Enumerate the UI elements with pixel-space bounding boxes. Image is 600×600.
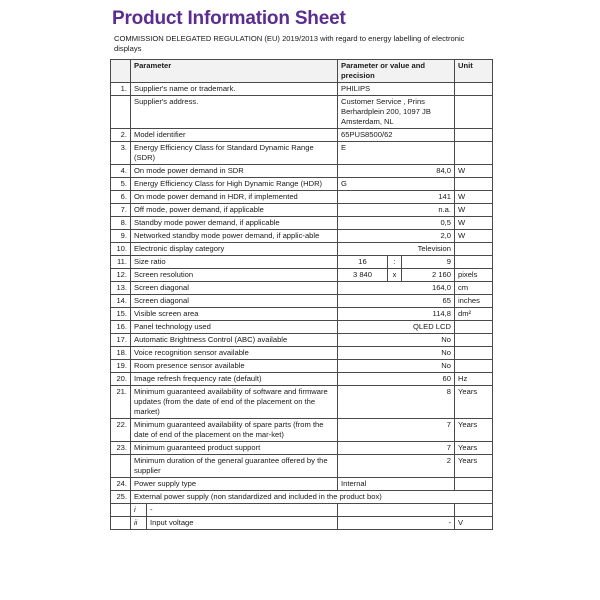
header-value: Parameter or value and precision: [338, 60, 455, 83]
table-row: [111, 256, 493, 269]
row-value: 164,0: [338, 282, 455, 295]
table-row: [111, 347, 493, 360]
sub-row-label: Input voltage: [150, 518, 194, 527]
row-parameter: Networked standby mode power demand, if applic-able: [131, 230, 338, 243]
value-separator: x: [388, 269, 402, 281]
row-value: Customer Service , Prins Berhardplein 200, 1097 JB Amsterdam, NL: [338, 96, 455, 129]
row-unit: [455, 321, 493, 334]
row-parameter: Energy Efficiency Class for Standard Dynamic Range (SDR): [131, 142, 338, 165]
row-unit: [455, 83, 493, 96]
row-value: [338, 269, 455, 282]
row-unit: Years: [455, 442, 493, 455]
row-number: [111, 517, 131, 530]
table-row: [111, 334, 493, 347]
table-row: [111, 83, 493, 96]
row-value: -: [338, 517, 455, 530]
row-parameter: Minimum guaranteed product support: [131, 442, 338, 455]
row-parameter: External power supply (non standardized and included in the product box): [131, 491, 493, 504]
row-parameter: Panel technology used: [131, 321, 338, 334]
row-number: [111, 96, 131, 129]
row-parameter: Screen resolution: [131, 269, 338, 282]
row-parameter: Automatic Brightness Control (ABC) available: [131, 334, 338, 347]
row-number: 4.: [111, 165, 131, 178]
row-number: 23.: [111, 442, 131, 455]
table-row: [111, 191, 493, 204]
row-number: [111, 504, 131, 517]
row-value: 7: [338, 419, 455, 442]
row-parameter: Minimum duration of the general guarantee offered by the supplier: [131, 455, 338, 478]
table-row: [111, 217, 493, 230]
row-value: 65: [338, 295, 455, 308]
table-row: [111, 269, 493, 282]
table-row: [111, 491, 493, 504]
table-row: [111, 243, 493, 256]
row-unit: [455, 360, 493, 373]
row-number: 13.: [111, 282, 131, 295]
row-parameter: Minimum guaranteed availability of spare parts (from the date of end of the placement on the mar-ket): [131, 419, 338, 442]
row-number: 19.: [111, 360, 131, 373]
row-number: 25.: [111, 491, 131, 504]
table-header-row: [111, 60, 493, 83]
row-value: E: [338, 142, 455, 165]
row-value: G: [338, 178, 455, 191]
row-parameter: Energy Efficiency Class for High Dynamic Range (HDR): [131, 178, 338, 191]
row-number: 18.: [111, 347, 131, 360]
value-separator: :: [388, 256, 402, 268]
product-information-sheet: [110, 8, 492, 530]
row-number: 5.: [111, 178, 131, 191]
row-number: 22.: [111, 419, 131, 442]
header-number: [111, 60, 131, 83]
row-value: 84,0: [338, 165, 455, 178]
row-unit: dm²: [455, 308, 493, 321]
row-value: 8: [338, 386, 455, 419]
table-row: [111, 373, 493, 386]
row-parameter: Power supply type: [131, 478, 338, 491]
table-row: [111, 165, 493, 178]
row-parameter: Screen diagonal: [131, 282, 338, 295]
row-number: 21.: [111, 386, 131, 419]
row-unit: W: [455, 191, 493, 204]
sub-row-key: ii: [131, 517, 147, 529]
row-number: 8.: [111, 217, 131, 230]
row-unit: [455, 334, 493, 347]
value-part-a: 3 840: [338, 269, 388, 281]
row-unit: [455, 256, 493, 269]
row-value: [338, 504, 455, 517]
table-row: [111, 282, 493, 295]
table-row: [111, 386, 493, 419]
row-value: No: [338, 334, 455, 347]
table-row: [111, 308, 493, 321]
row-value: 2,0: [338, 230, 455, 243]
row-value: PHILIPS: [338, 83, 455, 96]
row-unit: V: [455, 517, 493, 530]
row-value: 65PUS8500/62: [338, 129, 455, 142]
row-value: n.a.: [338, 204, 455, 217]
value-part-b: 2 160: [431, 270, 451, 279]
row-value: [338, 256, 455, 269]
row-parameter: Voice recognition sensor available: [131, 347, 338, 360]
row-number: 10.: [111, 243, 131, 256]
row-number: 20.: [111, 373, 131, 386]
row-number: 14.: [111, 295, 131, 308]
row-unit: cm: [455, 282, 493, 295]
table-row: [111, 360, 493, 373]
row-value: 114,8: [338, 308, 455, 321]
table-row: [111, 321, 493, 334]
table-row: [111, 295, 493, 308]
sub-row-label: -: [150, 505, 153, 514]
table-row: [111, 419, 493, 442]
row-number: 7.: [111, 204, 131, 217]
value-part-a: 16: [338, 256, 388, 268]
row-parameter: Supplier's name or trademark.: [131, 83, 338, 96]
row-number: 12.: [111, 269, 131, 282]
row-number: 2.: [111, 129, 131, 142]
table-row: [111, 178, 493, 191]
row-unit: pixels: [455, 269, 493, 282]
table-row: [111, 142, 493, 165]
row-unit: [455, 347, 493, 360]
row-parameter: Size ratio: [131, 256, 338, 269]
row-unit: Years: [455, 419, 493, 442]
row-unit: W: [455, 230, 493, 243]
row-unit: [455, 504, 493, 517]
row-unit: W: [455, 217, 493, 230]
row-value: 7: [338, 442, 455, 455]
row-number: 3.: [111, 142, 131, 165]
row-number: 11.: [111, 256, 131, 269]
row-unit: W: [455, 165, 493, 178]
page-title: Product Information Sheet: [112, 8, 346, 29]
row-number: [111, 455, 131, 478]
row-unit: [455, 243, 493, 256]
row-parameter: Visible screen area: [131, 308, 338, 321]
row-value: Internal: [338, 478, 455, 491]
table-row: [111, 96, 493, 129]
table-row: [111, 129, 493, 142]
row-parameter: Off mode, power demand, if applicable: [131, 204, 338, 217]
row-parameter: Model identifier: [131, 129, 338, 142]
row-value: No: [338, 347, 455, 360]
header-parameter: Parameter: [131, 60, 338, 83]
table-row: [111, 455, 493, 478]
row-value: 141: [338, 191, 455, 204]
product-info-table: [110, 59, 493, 530]
sub-row-key: i: [131, 504, 147, 516]
row-value: 60: [338, 373, 455, 386]
row-unit: [455, 96, 493, 129]
row-number: 1.: [111, 83, 131, 96]
regulation-subtitle: COMMISSION DELEGATED REGULATION (EU) 2019/2013 with regard to energy labelling of electronic displays: [114, 34, 465, 53]
row-value: QLED LCD: [338, 321, 455, 334]
row-unit: Years: [455, 386, 493, 419]
row-number: 17.: [111, 334, 131, 347]
row-number: 9.: [111, 230, 131, 243]
row-parameter: Standby mode power demand, if applicable: [131, 217, 338, 230]
value-part-b: 9: [446, 257, 451, 266]
row-number: 15.: [111, 308, 131, 321]
row-unit: inches: [455, 295, 493, 308]
row-unit: [455, 129, 493, 142]
row-unit: Years: [455, 455, 493, 478]
row-unit: [455, 478, 493, 491]
table-row: [111, 204, 493, 217]
header-unit: Unit: [455, 60, 493, 83]
row-parameter: Supplier's address.: [131, 96, 338, 129]
row-parameter: Minimum guaranteed availability of software and firmware updates (from the date of end of the placement on the market): [131, 386, 338, 419]
row-number: 24.: [111, 478, 131, 491]
row-parameter: Electronic display category: [131, 243, 338, 256]
row-parameter: Screen diagonal: [131, 295, 338, 308]
row-value: 2: [338, 455, 455, 478]
row-value: No: [338, 360, 455, 373]
row-parameter: Image refresh frequency rate (default): [131, 373, 338, 386]
row-number: 6.: [111, 191, 131, 204]
row-parameter: Room presence sensor available: [131, 360, 338, 373]
row-value: 0,5: [338, 217, 455, 230]
table-row: [111, 230, 493, 243]
table-row: [111, 478, 493, 491]
row-number: 16.: [111, 321, 131, 334]
table-row: [111, 504, 493, 517]
row-parameter: [131, 517, 338, 530]
row-unit: [455, 178, 493, 191]
row-parameter: [131, 504, 338, 517]
table-row: [111, 442, 493, 455]
row-value: Television: [338, 243, 455, 256]
row-unit: [455, 142, 493, 165]
row-parameter: On mode power demand in SDR: [131, 165, 338, 178]
row-unit: W: [455, 204, 493, 217]
row-parameter: On mode power demand in HDR, if implemented: [131, 191, 338, 204]
table-row: [111, 517, 493, 530]
row-unit: Hz: [455, 373, 493, 386]
